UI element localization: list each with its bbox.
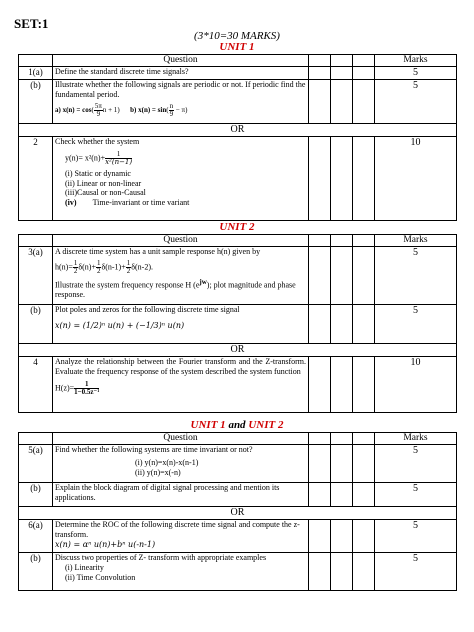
question-marks: 5 — [375, 305, 457, 344]
unit-2-table — [18, 234, 457, 413]
question-text: Find whether the following systems are time invariant or not? — [55, 445, 253, 455]
question-text: Analyze the relationship between the Fourier transform and the Z-transform. Evaluate the frequency response of the system described the system function — [55, 357, 306, 376]
question-number: (b) — [19, 80, 53, 124]
question-marks: 5 — [375, 520, 457, 553]
option-item: (ii) y(n)=x(-n) — [135, 467, 181, 477]
question-number: 3(a) — [19, 247, 53, 305]
marks-header: Marks — [375, 55, 457, 67]
question-number: (b) — [19, 305, 53, 344]
question-marks: 5 — [375, 247, 457, 305]
question-header: Question — [53, 235, 309, 247]
question-row-5b — [19, 483, 457, 507]
option-item: (i) y(n)=x(n)-x(n-1) — [135, 457, 199, 467]
equation: a) x(n) = cos( $\frac{5\pi}{9}$ n + 1) b) x(n) = sin( $\frac{n}{9}$ − π) — [55, 101, 188, 118]
equation: h(n)= $\frac{1}{2}$ δ(n)+ $\frac{1}{2}$ δ(n-1)+ $\frac{1}{2}$ δ(n-2). — [55, 258, 153, 275]
question-number: 4 — [19, 357, 53, 413]
unit-1-heading: UNIT 1 — [219, 41, 255, 53]
equation: x(n) = αⁿ u(n)+bⁿ u(-n-1) — [55, 539, 156, 549]
question-marks: 10 — [375, 137, 457, 221]
equation: H(z)= $\frac{1}{\text{1−0.5z⁻¹}}$ — [55, 379, 100, 396]
question-text: Illustrate whether the following signals are periodic or not. If periodic find the fundamental period. — [55, 80, 306, 99]
marks-header: Marks — [375, 433, 457, 445]
question-row-5a — [19, 445, 457, 483]
question-number: 5(a) — [19, 445, 53, 483]
question-number: 6(a) — [19, 520, 53, 553]
question-number: (b) — [19, 483, 53, 507]
question-row-2 — [19, 137, 457, 221]
option-item: (ii) Time Convolution — [65, 572, 136, 582]
question-header: Question — [53, 55, 309, 67]
question-row-1b — [19, 80, 457, 124]
question-text: Explain the block diagram of digital signal processing and mention its applications. — [53, 483, 309, 507]
equation: x(n) = (1/2)ⁿ u(n) + (−1/3)ⁿ u(n) — [55, 320, 185, 330]
question-marks: 5 — [375, 80, 457, 124]
question-marks: 10 — [375, 357, 457, 413]
question-number: 1(a) — [19, 67, 53, 80]
question-text: Plot poles and zeros for the following discrete time signal — [55, 305, 240, 315]
unit-1-and-2-heading: UNIT 1 and UNIT 2 — [190, 419, 284, 431]
marks-note: (3*10=30 MARKS) — [194, 30, 280, 42]
option-item: (iv) Time-invariant or time variant — [65, 197, 190, 207]
or-separator: OR — [19, 344, 457, 357]
option-item: (i) Linearity — [65, 562, 104, 572]
question-row-4 — [19, 357, 457, 413]
question-text: Define the standard discrete time signals? — [53, 67, 309, 80]
unit-1-2-table — [18, 432, 457, 591]
question-text: Discuss two properties of Z- transform with appropriate examples — [55, 553, 267, 563]
option-item: (iii)Causal or non-Causal — [65, 188, 146, 198]
question-text: Illustrate the system frequency response H $(e^{jw})$; plot magnitude and phase response. — [55, 277, 296, 300]
question-row-6b — [19, 553, 457, 591]
question-number: 2 — [19, 137, 53, 221]
question-header: Question — [53, 433, 309, 445]
question-row-3a — [19, 247, 457, 305]
equation: y(n)= x²(n)+ $\frac{1}{\text{x²(n−1)}}$ — [65, 149, 133, 166]
question-marks: 5 — [375, 67, 457, 80]
unit-2-heading: UNIT 2 — [219, 221, 255, 233]
or-separator: OR — [19, 124, 457, 137]
option-item: (i) Static or dynamic — [65, 168, 131, 178]
question-marks: 5 — [375, 445, 457, 483]
question-marks: 5 — [375, 483, 457, 507]
unit-1-table — [18, 54, 457, 221]
question-text: Determine the ROC of the following discrete time signal and compute the z-transform. — [55, 520, 300, 539]
question-number: (b) — [19, 553, 53, 591]
marks-header: Marks — [375, 235, 457, 247]
question-text: A discrete time system has a unit sample response h(n) given by — [55, 247, 261, 257]
or-separator: OR — [19, 507, 457, 520]
question-row-6a — [19, 520, 457, 553]
question-row-3b — [19, 305, 457, 344]
option-item: (ii) Linear or non-linear — [65, 178, 142, 188]
question-marks: 5 — [375, 553, 457, 591]
question-row-1a — [19, 67, 457, 80]
question-text: Check whether the system — [55, 137, 140, 147]
set-label: SET:1 — [14, 16, 49, 31]
